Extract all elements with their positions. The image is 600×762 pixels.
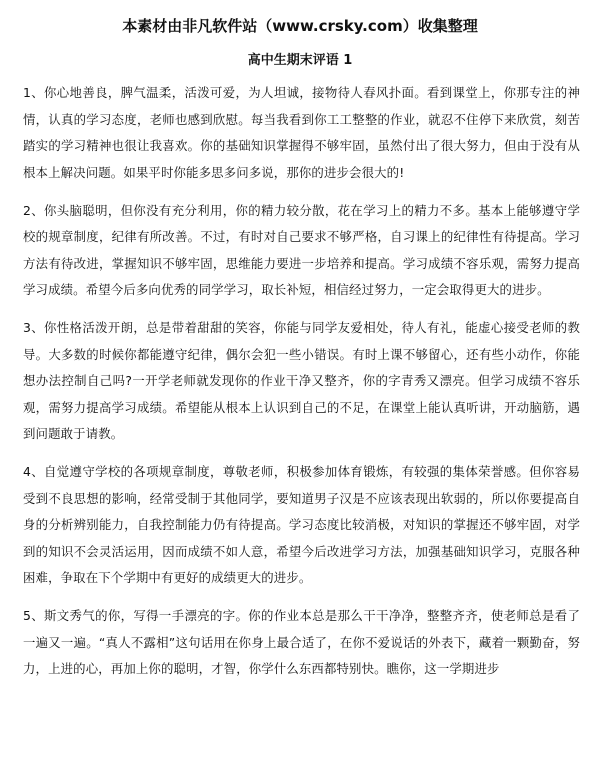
comment-paragraph-3: 3、你性格活泼开朗，总是带着甜甜的笑容，你能与同学友爱相处，待人有礼，能虚心接受老师的教导。大多数的时候你都能遵守纪律，偶尔会犯一些小错误。有时上课不够留心，还有些小动作，你能想办法控制自己吗?一开学老师就发现你的作业干净又整齐，你的字青秀又漂亮。但学习成绩不容乐观，需努力提高学习成绩。希望能从根本上认识到自己的不足，在课堂上能认真听讲，开动脑筋，遇到问题敢于请教。 [23, 320, 580, 441]
document-body [23, 80, 580, 694]
document-title: 高中生期末评语 1 [247, 53, 353, 68]
comment-paragraph-1: 1、你心地善良，脾气温柔，活泼可爱，为人坦诚，接物待人春风扑面。看到课堂上，你那专注的神情，认真的学习态度，老师也感到欣慰。每当我看到你工工整整的作业，就忍不住停下来欣赏，刻苦踏实的学习精神也很让我喜欢。你的基础知识掌握得不够牢固，虽然付出了很大努力，但由于没有从根本上解决问题。如果平时你能多思多问多说，那你的进步会很大的! [23, 85, 580, 180]
comment-paragraph-2: 2、你头脑聪明，但你没有充分利用，你的精力较分散，花在学习上的精力不多。基本上能够遵守学校的规章制度，纪律有所改善。不过，有时对自己要求不够严格，自习课上的纪律性有待提高。学习方法有待改进，掌握知识不够牢固，思维能力要进一步培养和提高。学习成绩不容乐观，需努力提高学习成绩。希望今后多向优秀的同学学习，取长补短，相信经过努力，一定会取得更大的进步。 [23, 202, 580, 297]
comment-paragraph-5: 5、斯文秀气的你，写得一手漂亮的字。你的作业本总是那么干干净净，整整齐齐，使老师总是看了一遍又一遍。“真人不露相”这句话用在你身上最合适了，在你不爱说话的外表下，藏着一颗勤奋，努力，上进的心，再加上你的聪明，才智，你学什么东西都特别快。瞧你，这一学期进步 [23, 608, 580, 676]
source-header: 本素材由非凡软件站（www.crsky.com）收集整理 [122, 17, 478, 35]
comment-paragraph-4: 4、自觉遵守学校的各项规章制度，尊敬老师，积极参加体育锻炼，有较强的集体荣誉感。但你容易受到不良思想的影响，经常受制于其他同学，要知道男子汉是不应该表现出软弱的，所以你要提高自身的分析辨别能力，自我控制能力仍有待提高。学习态度比较消极，对知识的掌握还不够牢固，对学到的知识不会灵活运用，因而成绩不如人意，希望今后改进学习方法，加强基础知识学习，克服各种困难，争取在下个学期中有更好的成绩更大的进步。 [23, 464, 580, 585]
